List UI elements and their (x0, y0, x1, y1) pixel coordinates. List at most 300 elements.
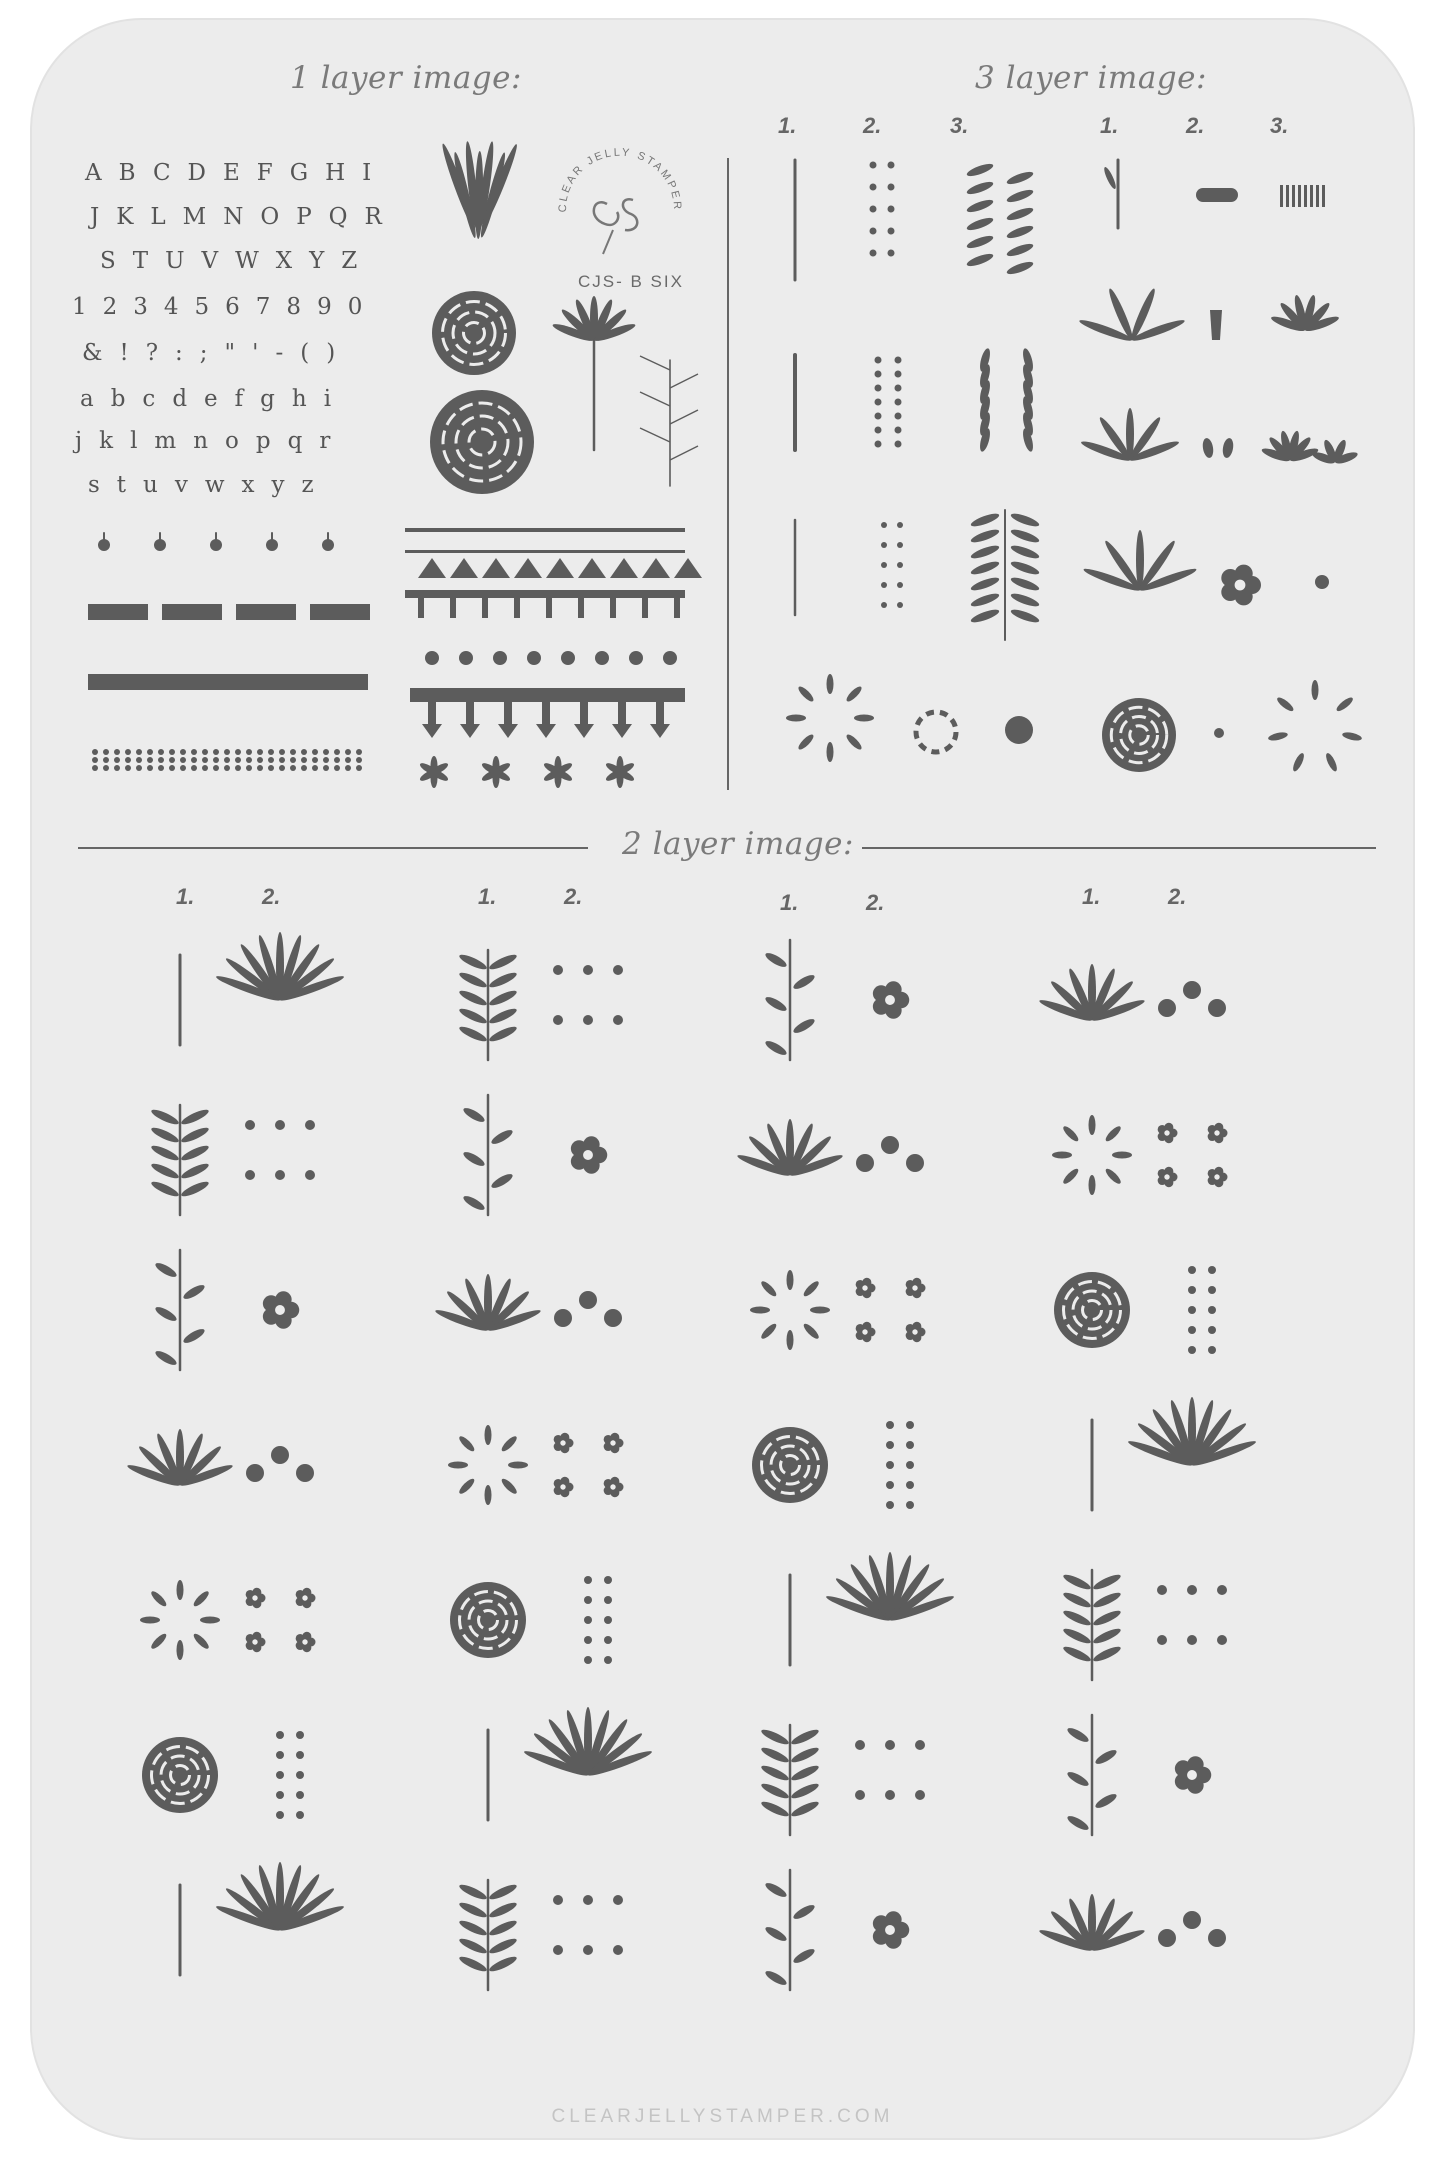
dot-motif (584, 1656, 592, 1664)
dot-motif (604, 1636, 612, 1644)
leaf-motif (150, 1143, 181, 1163)
dot-motif (881, 562, 887, 568)
dot-motif (345, 765, 351, 771)
dot-motif (1208, 1286, 1216, 1294)
flower-center (610, 1484, 615, 1489)
dot-motif (906, 1481, 914, 1489)
brand-logo (545, 138, 695, 288)
dot-motif (870, 228, 877, 235)
flower-center (885, 1925, 895, 1935)
dot-motif (875, 357, 882, 364)
leaf-motif (150, 1107, 181, 1127)
dot-motif (275, 1291, 292, 1308)
dot-motif (322, 539, 334, 551)
dot-motif (560, 1433, 569, 1442)
flower-center (275, 1305, 285, 1315)
leaf-motif (462, 1150, 487, 1169)
dot-motif (158, 757, 164, 763)
leaf-motif (154, 1349, 179, 1368)
flower-center (302, 1595, 307, 1600)
dot-motif (1208, 1306, 1216, 1314)
border-band (88, 604, 148, 620)
dot-motif (906, 1154, 924, 1172)
leaf-motif (1005, 169, 1034, 186)
dot-motif (1187, 1635, 1197, 1645)
dot-motif (886, 1461, 894, 1469)
leaf-motif (1104, 1124, 1123, 1143)
leaf-motif (1066, 1726, 1091, 1745)
flower-center (560, 1484, 565, 1489)
dot-motif (245, 1170, 255, 1180)
dot-motif (356, 757, 362, 763)
dot-motif (888, 250, 895, 257)
dot-motif (136, 749, 142, 755)
border-band (1298, 185, 1301, 207)
dot-motif (897, 602, 903, 608)
dot-motif (245, 1120, 255, 1130)
flower-center (1235, 580, 1246, 591)
dot-motif (1188, 1286, 1196, 1294)
dot-motif (888, 184, 895, 191)
leaf-motif (1005, 205, 1034, 222)
dot-motif (610, 1433, 619, 1442)
dot-motif (912, 1278, 921, 1287)
triangle-motif (450, 558, 478, 578)
leaf-motif (760, 1745, 791, 1765)
triangle-motif (514, 558, 542, 578)
dot-motif (147, 749, 153, 755)
border-band (482, 598, 488, 618)
leaf-motif (200, 1617, 220, 1624)
leaf-motif (448, 1462, 468, 1469)
dot-motif (296, 1731, 304, 1739)
leaf-motif (965, 215, 994, 232)
dot-motif (561, 651, 575, 665)
flower-center (1164, 1130, 1169, 1135)
dot-motif (158, 749, 164, 755)
fringe-motif (574, 724, 594, 738)
leaf-motif (150, 1179, 181, 1199)
dot-motif (224, 765, 230, 771)
dot-motif (147, 765, 153, 771)
leaf-motif (965, 233, 994, 250)
border-band (236, 604, 296, 620)
dot-motif (885, 1790, 895, 1800)
leaf-motif (790, 1763, 821, 1783)
border-band (1310, 185, 1313, 207)
leaf-motif (1010, 527, 1041, 545)
dot-motif (312, 765, 318, 771)
dot-motif (257, 765, 263, 771)
two-layer-num: 2. (1168, 884, 1187, 909)
dot-motif (169, 749, 175, 755)
dot-motif (897, 542, 903, 548)
leaf-motif (508, 1462, 528, 1469)
dot-motif (875, 427, 882, 434)
dot-motif (584, 1636, 592, 1644)
pod-motif (1210, 310, 1222, 340)
leaf-motif (488, 952, 519, 972)
dot-motif (103, 765, 109, 771)
dot-motif (103, 757, 109, 763)
leaf-motif (1112, 1152, 1132, 1159)
leaf-motif (458, 1882, 489, 1902)
dot-motif (886, 1421, 894, 1429)
dot-motif (147, 757, 153, 763)
leaf-motif (180, 1107, 211, 1127)
leaf-motif (792, 1903, 817, 1922)
leaf-motif (488, 1006, 519, 1026)
leaf-motif (764, 951, 789, 970)
leaf-motif (1092, 1626, 1123, 1646)
dot-motif (305, 1170, 315, 1180)
dot-motif (169, 757, 175, 763)
border-band (1280, 185, 1283, 207)
triangle-motif (642, 558, 670, 578)
dot-motif (98, 539, 110, 551)
dot-motif (583, 1895, 593, 1905)
leaf-motif (180, 1161, 211, 1181)
leaf-motif (1089, 1115, 1096, 1135)
dot-motif (1183, 1911, 1201, 1929)
border-band (610, 598, 616, 618)
leaf-motif (764, 1039, 789, 1058)
dot-motif (312, 749, 318, 755)
dot-motif (356, 765, 362, 771)
leaf-motif (500, 1434, 519, 1453)
leaf-motif (1102, 166, 1118, 190)
two-layer-num: 1. (176, 884, 195, 909)
dot-motif (584, 1576, 592, 1584)
pod-motif (1196, 188, 1238, 202)
leaf-motif (458, 952, 489, 972)
rose-motif (432, 291, 516, 375)
title-2-layer: 2 layer image: (622, 826, 854, 862)
leaf-motif (488, 1954, 519, 1974)
flower-center (1164, 1174, 1169, 1179)
leaf-motif (462, 1106, 487, 1125)
leaf-motif (802, 1322, 821, 1341)
alphabet-row: jklmnopqr (75, 428, 348, 454)
flower-center (1187, 1770, 1197, 1780)
alphabet-row: stuvwxyz (88, 472, 331, 498)
leaf-motif (965, 197, 994, 214)
triangle-motif (674, 558, 702, 578)
leaf-motif (1066, 1814, 1091, 1833)
dot-motif (1214, 1167, 1223, 1176)
leaf-motif (149, 1589, 168, 1608)
dot-motif (897, 522, 903, 528)
dot-motif (296, 1791, 304, 1799)
dot-motif (276, 1791, 284, 1799)
border-band (162, 604, 222, 620)
leaf-motif (790, 1745, 821, 1765)
leaf-motif (1062, 1644, 1093, 1664)
dot-motif (125, 749, 131, 755)
dot-motif (895, 427, 902, 434)
alphabet-row: abcdefghi (80, 386, 349, 412)
stamp-motifs (88, 141, 1363, 1990)
leaf-motif (787, 1270, 794, 1290)
leaf-motif (787, 1330, 794, 1350)
dot-motif (1188, 1266, 1196, 1274)
dot-motif (191, 765, 197, 771)
dot-motif (301, 765, 307, 771)
dot-motif (323, 765, 329, 771)
leaf-motif (458, 1900, 489, 1920)
dot-motif (271, 1446, 289, 1464)
leaf-motif (1062, 1608, 1093, 1628)
dot-motif (1217, 1635, 1227, 1645)
leaf-motif (970, 543, 1001, 561)
dot-motif (305, 1120, 315, 1130)
dot-motif (276, 1731, 284, 1739)
leaf-motif (192, 1632, 211, 1651)
branch-twig (670, 374, 698, 388)
leaf-motif (1061, 1124, 1080, 1143)
flower-center (1214, 1130, 1219, 1135)
dot-motif (290, 765, 296, 771)
dot-motif (895, 413, 902, 420)
border-band (418, 598, 424, 618)
plate-code: CJS- B SIX (578, 272, 684, 291)
border-band (450, 598, 456, 618)
dot-motif (584, 1596, 592, 1604)
dot-motif (629, 651, 643, 665)
leaf-motif (844, 684, 863, 703)
branch-twig (670, 410, 698, 424)
leaf-motif (1094, 1748, 1119, 1767)
dot-motif (886, 1501, 894, 1509)
dot-motif (1188, 1306, 1196, 1314)
dot-motif (296, 1464, 314, 1482)
border-band (428, 702, 436, 724)
three-layer-num: 2. (1186, 113, 1205, 138)
dot-motif (862, 1278, 871, 1287)
dot-motif (1164, 1167, 1173, 1176)
leaf-motif (488, 1024, 519, 1044)
leaf-motif (1010, 591, 1041, 609)
title-3-layer: 3 layer image: (975, 60, 1207, 96)
leaf-motif (1092, 1590, 1123, 1610)
dot-motif (906, 1501, 914, 1509)
dot-motif (895, 357, 902, 364)
dot-motif (888, 206, 895, 213)
dot-motif (1158, 1929, 1176, 1947)
dot-motif (213, 749, 219, 755)
leaf-motif (1221, 437, 1234, 458)
leaf-motif (796, 684, 815, 703)
dot-motif (604, 1596, 612, 1604)
dot-motif (1157, 1585, 1167, 1595)
dot-motif (1188, 1326, 1196, 1334)
leaf-motif (177, 1580, 184, 1600)
flower-center (252, 1639, 257, 1644)
leaf-motif (790, 1781, 821, 1801)
triangle-motif (546, 558, 574, 578)
dot-motif (92, 749, 98, 755)
dot-motif (275, 1170, 285, 1180)
alphabet-row: &!?:;"'-() (82, 340, 353, 366)
border-band (1316, 185, 1319, 207)
dot-motif (103, 749, 109, 755)
leaf-motif (1136, 530, 1144, 590)
leaf-motif (180, 1143, 211, 1163)
leaf-motif (790, 1799, 821, 1819)
dot-motif (875, 371, 882, 378)
leaf-motif (1010, 607, 1041, 625)
dot-motif (613, 1015, 623, 1025)
dot-motif (202, 757, 208, 763)
leaf-motif (1010, 511, 1041, 529)
dot-motif (1208, 1346, 1216, 1354)
dot-motif (527, 651, 541, 665)
leaf-motif (1062, 1590, 1093, 1610)
dot-motif (92, 765, 98, 771)
dot-motif (169, 765, 175, 771)
dot-motif (881, 1136, 899, 1154)
dot-motif (856, 1154, 874, 1172)
leaf-motif (854, 715, 874, 722)
dot-motif (136, 757, 142, 763)
dot-motif (252, 1588, 261, 1597)
dot-motif (1208, 1929, 1226, 1947)
leaf-motif (485, 1425, 492, 1445)
leaf-motif (150, 1161, 181, 1181)
border-band (1286, 185, 1289, 207)
dot-motif (210, 539, 222, 551)
border-band (580, 702, 588, 724)
leaf-motif (150, 1125, 181, 1145)
alphabet-row: JKLMNOPQR (90, 204, 399, 230)
dot-motif (296, 1811, 304, 1819)
dot-motif (1164, 1123, 1173, 1132)
dot-motif (610, 1477, 619, 1486)
dot-motif (906, 1461, 914, 1469)
leaf-motif (759, 1279, 778, 1298)
leaf-motif (177, 1640, 184, 1660)
leaf-motif (760, 1763, 791, 1783)
dot-motif (870, 250, 877, 257)
flower-center (862, 1285, 867, 1290)
dot-motif (888, 228, 895, 235)
dot-motif (886, 1441, 894, 1449)
rose-motif (430, 390, 534, 494)
leaf-motif (965, 251, 994, 268)
dot-motif (1214, 728, 1224, 738)
dot-motif (345, 757, 351, 763)
dot-motif (1157, 1635, 1167, 1645)
leaf-motif (970, 575, 1001, 593)
leaf-motif (458, 1024, 489, 1044)
flower-center (560, 1440, 565, 1445)
dot-motif (897, 562, 903, 568)
dot-motif (425, 651, 439, 665)
leaf-motif (844, 732, 863, 751)
dot-motif (906, 1421, 914, 1429)
dot-motif (180, 749, 186, 755)
leaf-motif (488, 1918, 519, 1938)
dot-motif (268, 757, 274, 763)
leaf-motif (1062, 1626, 1093, 1646)
dot-motif (301, 749, 307, 755)
leaf-motif (488, 970, 519, 990)
dot-motif (895, 399, 902, 406)
dot-motif (302, 1632, 311, 1641)
dot-motif (279, 749, 285, 755)
fringe-motif (612, 724, 632, 738)
dot-motif (235, 765, 241, 771)
dot-motif (554, 1309, 572, 1327)
dot-motif (895, 371, 902, 378)
dot-motif (885, 1911, 902, 1928)
dot-motif (266, 539, 278, 551)
leaf-motif (970, 591, 1001, 609)
rose-motif (752, 1427, 828, 1503)
leaf-motif (149, 1632, 168, 1651)
dot-motif (224, 749, 230, 755)
dot-motif (613, 1945, 623, 1955)
leaf-motif (1010, 575, 1041, 593)
two-layer-num: 2. (866, 890, 885, 915)
leaf-motif (1275, 695, 1295, 713)
dot-motif (334, 765, 340, 771)
leaf-motif (488, 1936, 519, 1956)
dot-motif (604, 1309, 622, 1327)
border-band (504, 702, 512, 724)
leaf-motif (180, 1125, 211, 1145)
dot-motif (906, 1441, 914, 1449)
leaf-motif (970, 511, 1001, 529)
dot-motif (268, 749, 274, 755)
flower-center (862, 1329, 867, 1334)
leaf-motif (1005, 187, 1034, 204)
leaf-motif (790, 1727, 821, 1747)
dot-motif (915, 1740, 925, 1750)
ring-motif (916, 712, 956, 752)
border-band (578, 598, 584, 618)
flower-center (583, 1150, 593, 1160)
border-band (405, 590, 685, 598)
dot-motif (191, 757, 197, 763)
dot-motif (296, 1771, 304, 1779)
leaf-motif (458, 970, 489, 990)
dot-motif (912, 1322, 921, 1331)
three-layer-num: 2. (863, 113, 882, 138)
dot-motif (246, 757, 252, 763)
dot-motif (583, 965, 593, 975)
two-layer-num: 1. (478, 884, 497, 909)
dot-motif (875, 413, 882, 420)
dot-motif (870, 206, 877, 213)
dot-motif (875, 441, 882, 448)
leaf-motif (759, 1322, 778, 1341)
dot-motif (459, 651, 473, 665)
dot-motif (875, 385, 882, 392)
border-band (405, 550, 685, 553)
dot-motif (888, 162, 895, 169)
dot-motif (870, 184, 877, 191)
fringe-motif (650, 724, 670, 738)
dot-motif (257, 757, 263, 763)
leaf-motif (764, 1881, 789, 1900)
triangle-motif (578, 558, 606, 578)
leaf-motif (140, 1617, 160, 1624)
dot-motif (345, 749, 351, 755)
border-band (642, 598, 648, 618)
dot-motif (92, 757, 98, 763)
dot-motif (595, 651, 609, 665)
